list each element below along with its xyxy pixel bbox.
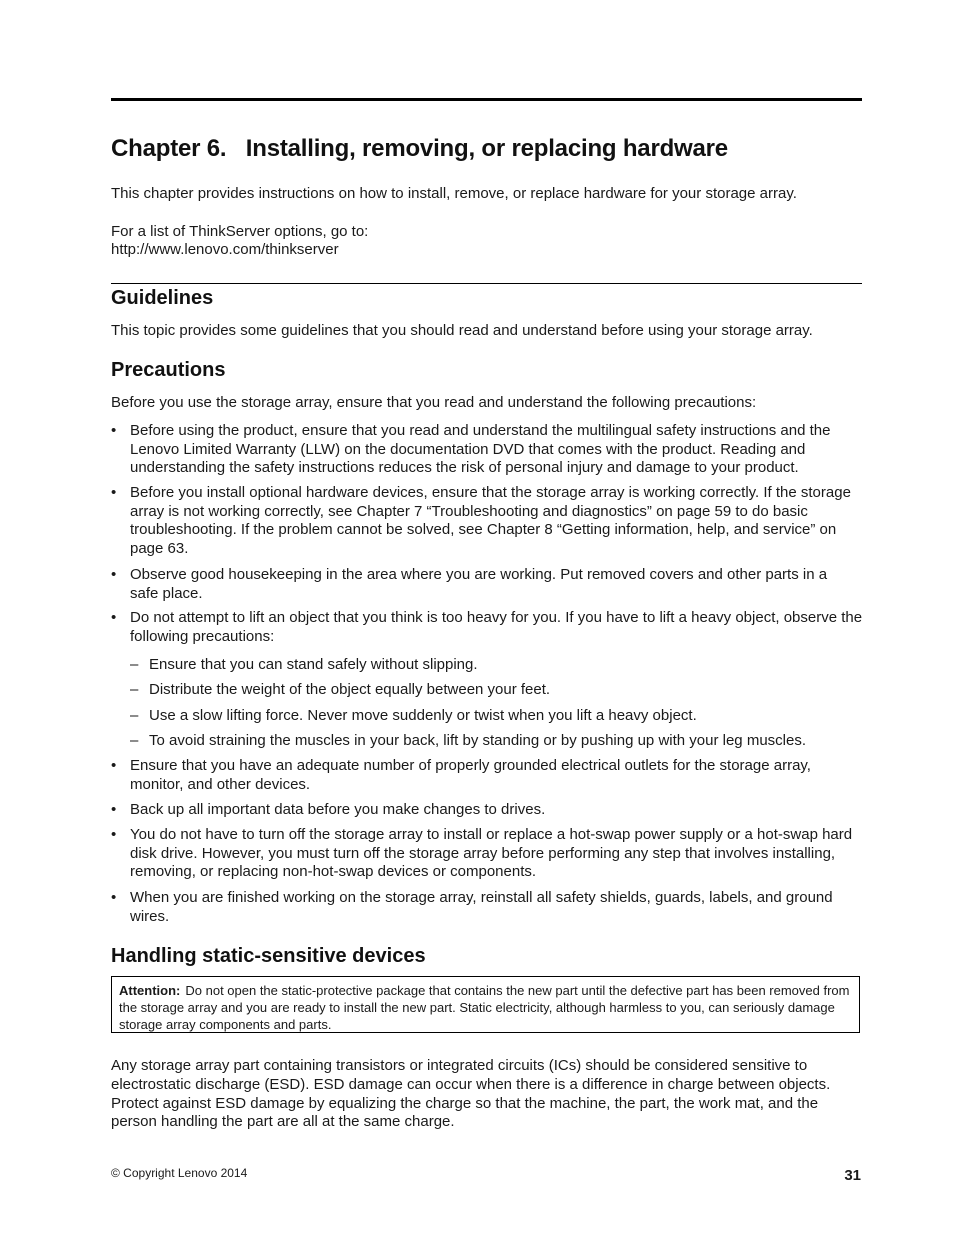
list-item-text: Observe good housekeeping in the area where you are working. Put removed covers and other parts in a safe place.: [130, 566, 828, 602]
bullet-mark: •: [111, 422, 117, 439]
static-heading: Handling static-sensitive devices: [111, 945, 426, 967]
bullet-mark: •: [111, 826, 117, 843]
list-item-text: Before using the product, ensure that you read and understand the multilingual safety instructions and the Lenovo Limited Warranty (LLW) on the documentation DVD that comes with the product. Reading and understanding the safety instructions reduces the risk of personal injury and damage to your product.: [130, 422, 831, 477]
copyright: © Copyright Lenovo 2014: [111, 1166, 248, 1180]
dash-mark: –: [130, 707, 139, 724]
sub-list-item-text: Distribute the weight of the object equally between your feet.: [149, 681, 551, 698]
guidelines-text: This topic provides some guidelines that you should read and understand before using your storage array.: [111, 322, 813, 339]
bullet-mark: •: [111, 609, 117, 626]
list-item-text: You do not have to turn off the storage array to install or replace a hot-swap power supply or a hot-swap hard disk drive. However, you must turn off the storage array before performing any step that involves installing, removing, or replacing non-hot-swap devices or components.: [130, 826, 853, 881]
list-item-text: Before you install optional hardware devices, ensure that the storage array is working correctly. If the storage array is not working correctly, see Chapter 7 “Troubleshooting and diagnostics” on page 59 to do basic troubleshooting. If the problem cannot be solved, see Chapter 8 “Getting information, help, and service” on page 63.: [130, 484, 851, 557]
attention-notice: [111, 976, 860, 1033]
dash-mark: –: [130, 656, 139, 673]
list-item-text: Back up all important data before you make changes to drives.: [130, 801, 546, 818]
precautions-heading: Precautions: [111, 359, 226, 381]
precautions-intro: Before you use the storage array, ensure that you read and understand the following precautions:: [111, 394, 757, 411]
chapter-title: Chapter 6. Installing, removing, or replacing hardware: [111, 135, 728, 162]
esd-body-text: Any storage array part containing transistors or integrated circuits (ICs) should be considered sensitive to electrostatic discharge (ESD). ESD damage can occur when there is a difference in charge between objects. Protect against ESD damage by equalizing the charge so that the machine, the part, the work mat, and the person handling the part are all at the same charge.: [111, 1057, 831, 1131]
bullet-mark: •: [111, 757, 117, 774]
attention-label: Attention:: [119, 983, 181, 998]
list-item-text: Ensure that you have an adequate number of properly grounded electrical outlets for the storage array, monitor, and other devices.: [130, 757, 811, 793]
bullet-mark: •: [111, 889, 117, 906]
section-rule: [111, 283, 862, 284]
dash-mark: –: [130, 732, 139, 749]
list-item-text: When you are finished working on the storage array, reinstall all safety shields, guards, labels, and ground wires.: [130, 889, 833, 925]
page-number: 31: [844, 1167, 861, 1184]
bullet-mark: •: [111, 801, 117, 818]
bullet-mark: •: [111, 484, 117, 501]
bullet-mark: •: [111, 566, 117, 583]
chapter-intro: This chapter provides instructions on how to install, remove, or replace hardware for your storage array.: [111, 185, 797, 202]
guidelines-heading: Guidelines: [111, 287, 214, 309]
list-item-text: Do not attempt to lift an object that you think is too heavy for you. If you have to lift a heavy object, observe the following precautions:: [130, 609, 863, 645]
dash-mark: –: [130, 681, 139, 698]
sub-list-item-text: Use a slow lifting force. Never move suddenly or twist when you lift a heavy object.: [149, 707, 697, 724]
sub-list-item-text: To avoid straining the muscles in your back, lift by standing or by pushing up with your leg muscles.: [149, 732, 806, 749]
options-text: For a list of ThinkServer options, go to:: [111, 223, 369, 240]
top-rule: [111, 98, 862, 101]
options-url-link[interactable]: http://www.lenovo.com/thinkserver: [111, 241, 339, 258]
attention-text: Do not open the static-protective package that contains the new part until the defective part has been removed from the storage array and you are ready to install the new part. Static electricity, although harmless to you, can seriously damage storage array components and parts.: [119, 983, 850, 1032]
sub-list-item-text: Ensure that you can stand safely without slipping.: [149, 656, 478, 673]
